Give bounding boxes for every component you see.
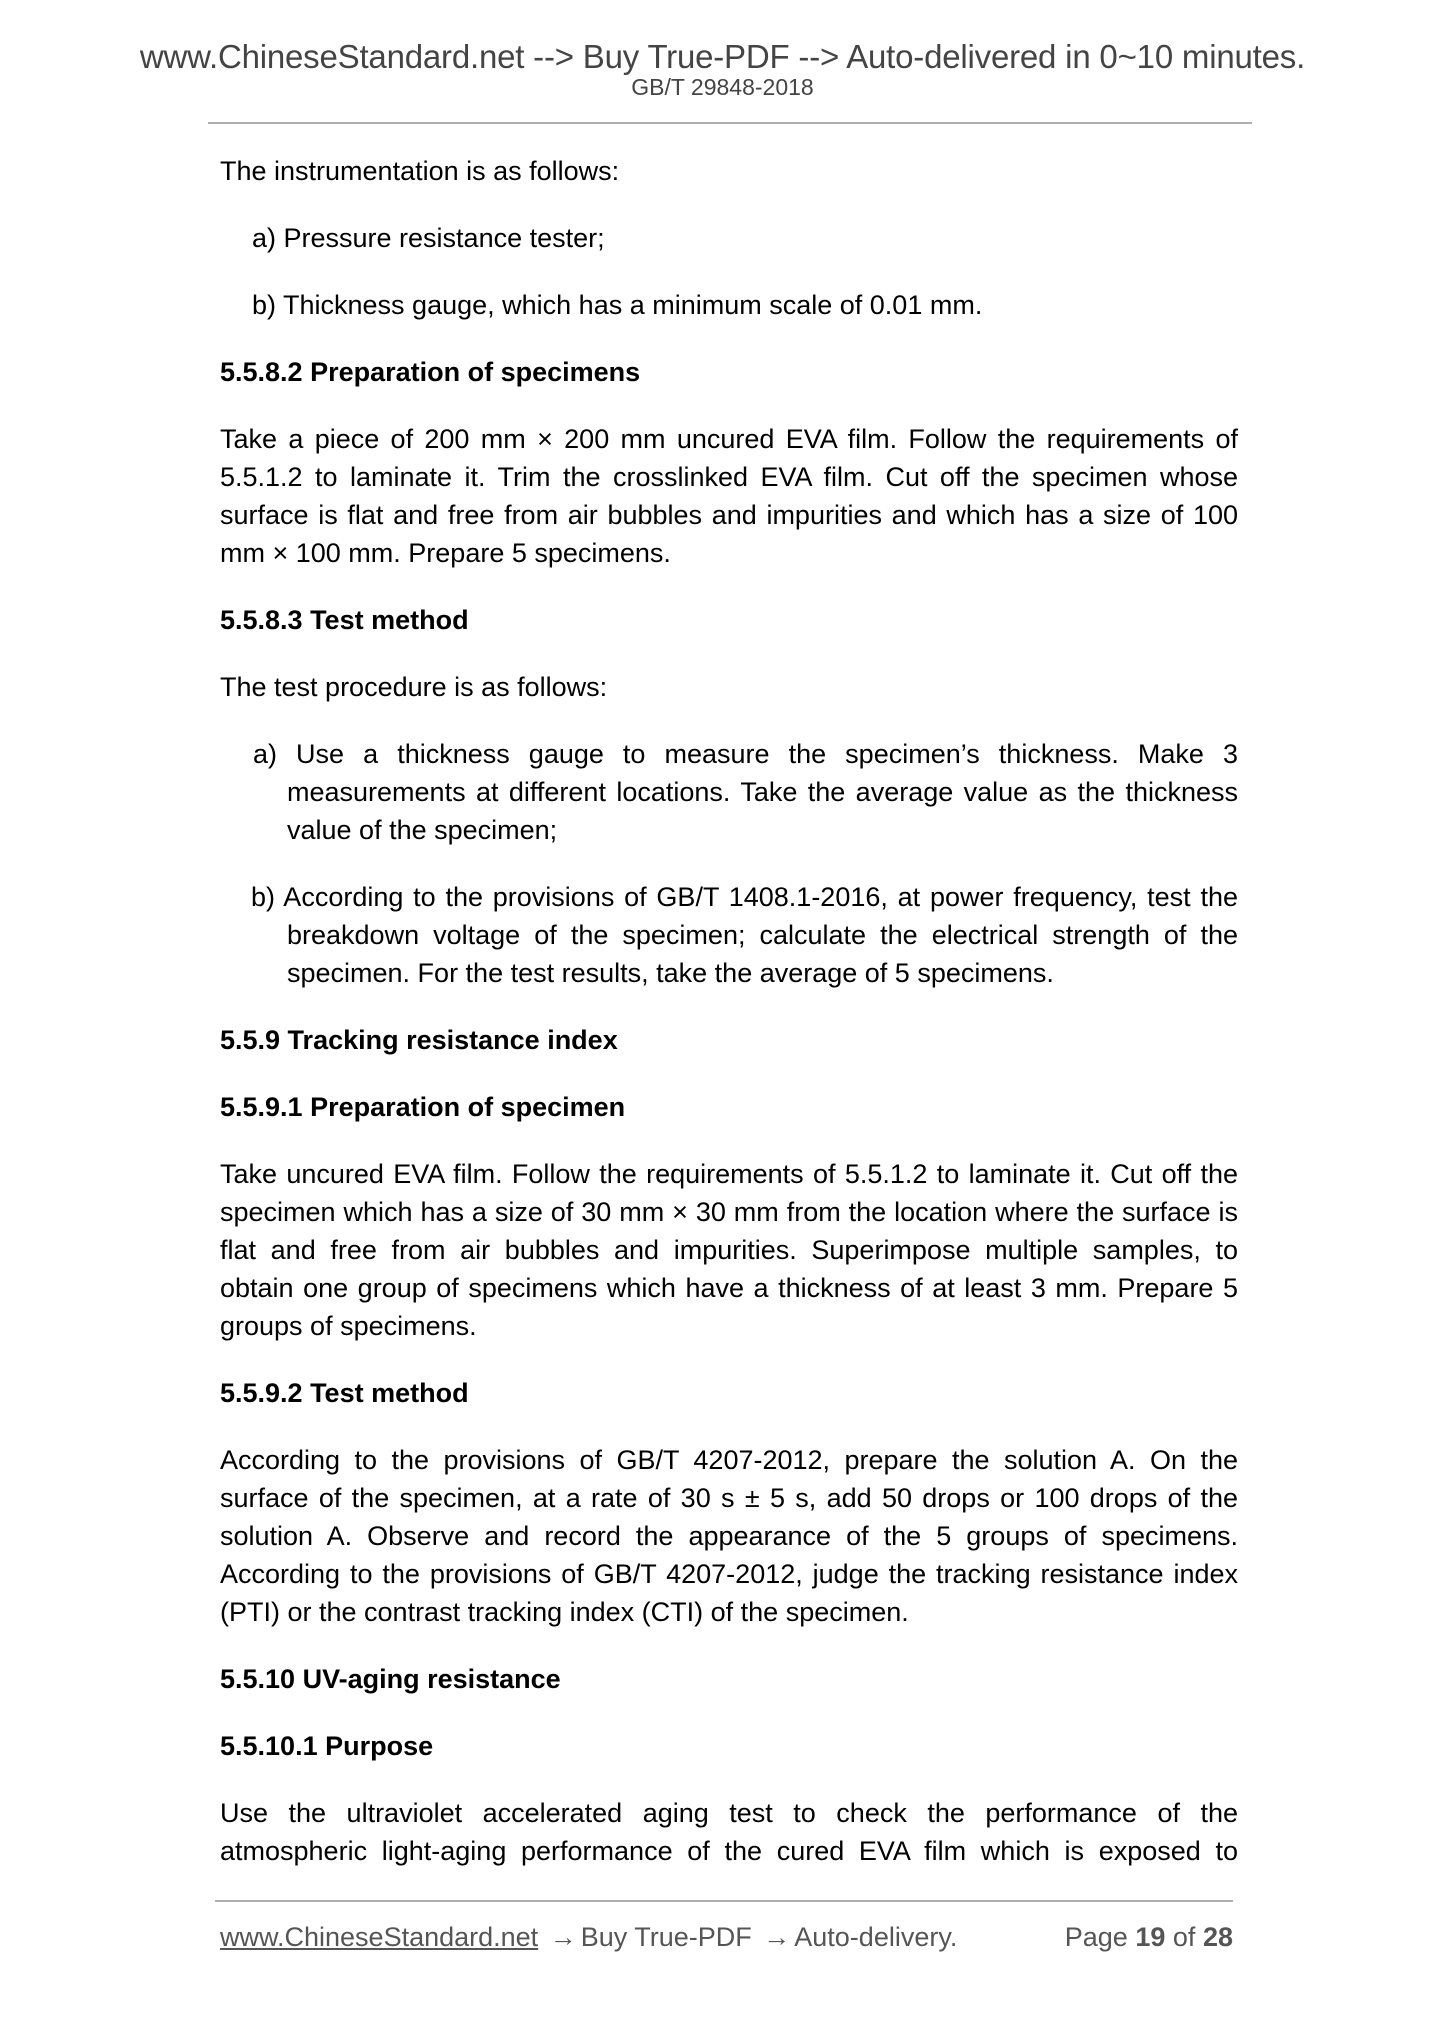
- footer-divider: [215, 1900, 1233, 1902]
- of-label: of: [1172, 1922, 1196, 1952]
- page-content: [220, 152, 1238, 1899]
- section-text-5591: Take uncured EVA film. Follow the requirements of 5.5.1.2 to laminate it. Cut off the specimen which has a size of 30 mm × 30 mm from the location where the surface is flat and free from air bubbles and impurities. Superimpose multiple samples, to obtain one group of specimens which have a thickness of at least 3 mm. Prepare 5 groups of specimens.: [220, 1159, 1238, 1341]
- instrument-item: b) Thickness gauge, which has a minimum scale of 0.01 mm.: [252, 290, 983, 320]
- arrow-right-icon: →: [549, 1922, 577, 1952]
- section-heading-5583: 5.5.8.3 Test method: [220, 605, 469, 635]
- instrument-item: a) Pressure resistance tester;: [252, 223, 605, 253]
- page-label: Page: [1064, 1922, 1128, 1952]
- footer-delivery-text: Auto-delivery.: [794, 1922, 958, 1952]
- section-heading-5592: 5.5.9.2 Test method: [220, 1378, 469, 1408]
- footer-promo: [220, 1921, 957, 1953]
- document-code: GB/T 29848-2018: [631, 74, 814, 100]
- procedure-intro: The test procedure is as follows:: [220, 672, 608, 702]
- current-page: 19: [1135, 1922, 1166, 1952]
- section-heading-5591: 5.5.9.1 Preparation of specimen: [220, 1092, 626, 1122]
- page-number: [1065, 1921, 1233, 1953]
- arrow-right-icon: →: [763, 1922, 791, 1952]
- site-banner: www.ChineseStandard.net --> Buy True-PDF --> Auto-delivered in 0~10 minutes.: [139, 38, 1306, 75]
- total-pages: 28: [1202, 1922, 1233, 1952]
- procedure-step: b) According to the provisions of GB/T 1408.1-2016, at power frequency, test the breakdown voltage of the specimen; calculate the electrical strength of the specimen. For the test results, take the average of 5 specimens.: [251, 882, 1238, 988]
- section-heading-5582: 5.5.8.2 Preparation of specimens: [220, 357, 641, 387]
- section-text-55101: Use the ultraviolet accelerated aging test to check the performance of the atmospheric light-aging performance of the cured EVA film which is exposed to: [220, 1798, 1238, 1866]
- section-heading-5510: 5.5.10 UV-aging resistance: [220, 1664, 561, 1694]
- section-heading-559: 5.5.9 Tracking resistance index: [220, 1025, 618, 1055]
- section-text-5592: According to the provisions of GB/T 4207-2012, prepare the solution A. On the surface of the specimen, at a rate of 30 s ± 5 s, add 50 drops or 100 drops of the solution A. Observe and record the appearance of the 5 groups of specimens. According to the provisions of GB/T 4207-2012, judge the tracking resistance index (PTI) or the contrast tracking index (CTI) of the specimen.: [220, 1445, 1238, 1627]
- header-divider: [208, 122, 1252, 124]
- footer-buy-text: Buy True-PDF: [580, 1922, 752, 1952]
- footer-site-link[interactable]: www.ChineseStandard.net: [220, 1922, 539, 1952]
- section-text-5582: Take a piece of 200 mm × 200 mm uncured EVA film. Follow the requirements of 5.5.1.2 to laminate it. Trim the crosslinked EVA film. Cut off the specimen whose surface is flat and free from air bubbles and impurities and which has a size of 100 mm × 100 mm. Prepare 5 specimens.: [220, 424, 1238, 568]
- section-heading-55101: 5.5.10.1 Purpose: [220, 1731, 434, 1761]
- instrumentation-intro: The instrumentation is as follows:: [220, 156, 620, 186]
- procedure-step: a) Use a thickness gauge to measure the specimen’s thickness. Make 3 measurements at different locations. Take the average value as the thickness value of the specimen;: [253, 739, 1238, 845]
